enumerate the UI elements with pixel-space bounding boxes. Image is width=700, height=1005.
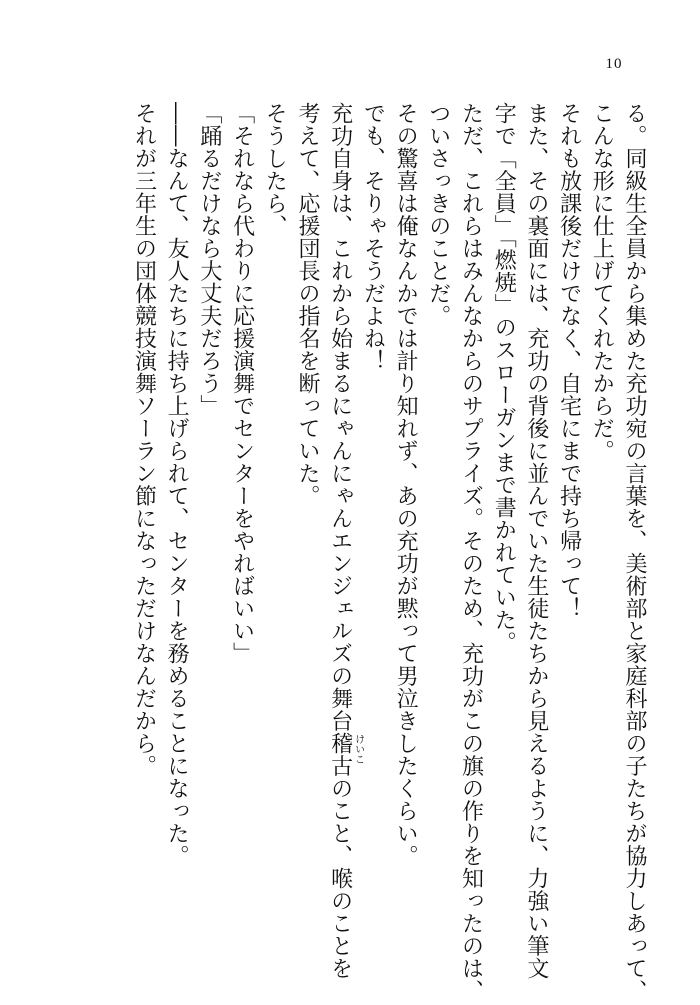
text-line-5: 字で「全員」「燃焼」のスローガンまで書かれていた。	[491, 102, 517, 654]
ruby-base-text: 稽古	[327, 732, 353, 777]
text-line-4: また、その裏面には、充功の背後に並んでいた生徒たちから見えるように、力強い筆文	[523, 102, 549, 980]
text-line-7: ついさっきのことだ。	[425, 102, 451, 327]
text-line-13: 「それなら代わりに応援演舞でセンターをやればいい」	[229, 102, 255, 665]
text-line-9: でも、そりゃそうだよね！	[360, 102, 386, 372]
text-line-3: それも放課後だけでなく、自宅にまで持ち帰って！	[556, 102, 582, 620]
text-line-14: 「踊るだけなら大丈夫だろう」	[196, 102, 222, 417]
page-number: 10	[605, 56, 623, 72]
vertical-body-text	[127, 102, 650, 1002]
text-line-15: ――なんて、友人たちに持ち上げられて、センターを務めることになった。	[164, 102, 190, 867]
text-line-10-main: 充功自身は、これから始まるにゃんにゃんエンジェルズの舞台	[327, 102, 353, 732]
text-line-12: そうしたら、	[262, 102, 288, 237]
text-line-10	[323, 102, 364, 980]
ruby-annotated-word	[327, 732, 364, 777]
text-line-16: それが三年生の団体競技演舞ソーラン節になっただけなんだから。	[131, 102, 157, 777]
text-line-11: 考えて、応援団長の指名を断っていた。	[294, 102, 320, 507]
text-line-2: こんな形に仕上げてくれたからだ。	[589, 102, 615, 462]
text-line-10-tail: のこと、喉のことを	[327, 777, 353, 980]
text-line-6: ただ、これらはみんなからのサプライズ。そのため、充功がこの旗の作りを知ったのは、	[458, 102, 484, 1002]
ruby-reading-text: けいこ	[352, 734, 364, 764]
text-line-1: る。同級生全員から集めた充功宛の言葉を、美術部と家庭科部の子たちが協力しあって、	[622, 102, 647, 1002]
text-line-8: その驚喜は俺なんかでは計り知れず、あの充功が黙って男泣きしたくらい。	[393, 102, 419, 867]
